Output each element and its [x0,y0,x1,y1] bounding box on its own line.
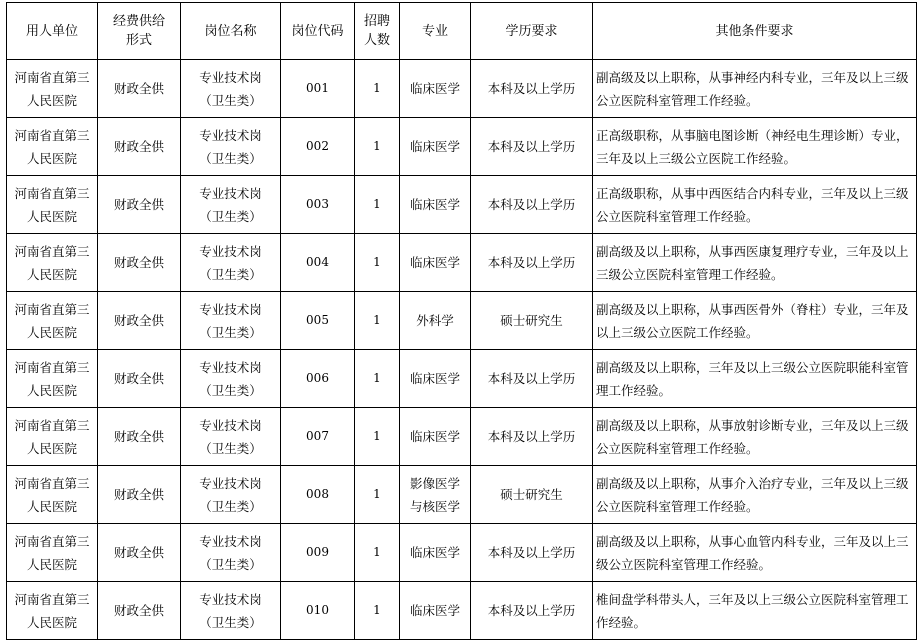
headcount-cell: 1 [355,176,400,234]
employer-line: 河南省直第三 [14,359,90,375]
employer-line: 河南省直第三 [14,417,90,433]
major-line: 临床医学 [409,429,460,444]
post-name-line: 专业技术岗 [199,591,262,607]
funding-cell: 财政全供 [98,350,181,408]
major-cell [400,582,471,640]
post-name-line: 专业技术岗 [199,417,262,433]
table-body [7,60,917,640]
funding-cell: 财政全供 [98,292,181,350]
headcount-cell: 1 [355,60,400,118]
major-cell [400,234,471,292]
funding-header-line: 经费供给 [112,14,165,29]
employer-line: 河南省直第三 [14,475,90,491]
post-name-line: （卫生类） [199,208,262,224]
employer-line: 人民医院 [26,556,77,572]
conditions-cell: 正高级职称，从事中西医结合内科专业，三年及以上三级公立医院科室管理工作经验。 [593,176,917,234]
major-cell [400,118,471,176]
post-name-line: 专业技术岗 [199,127,262,143]
conditions-cell: 副高级及以上职称，从事神经内科专业，三年及以上三级公立医院科室管理工作经验。 [593,60,917,118]
header-row [7,3,917,60]
post-name-line: （卫生类） [199,92,262,108]
funding-cell: 财政全供 [98,60,181,118]
major-cell [400,350,471,408]
post-name-line: （卫生类） [199,556,262,572]
post-code-cell: 004 [281,234,355,292]
conditions-cell: 副高级及以上职称，从事放射诊断专业，三年及以上三级公立医院科室管理工作经验。 [593,408,917,466]
conditions-cell: 椎间盘学科带头人，三年及以上三级公立医院科室管理工作经验。 [593,582,917,640]
education-cell: 本科及以上学历 [471,176,593,234]
employer-cell [7,524,98,582]
post-name-line: （卫生类） [199,498,262,514]
post-name-cell [181,118,281,176]
major-line: 外科学 [416,313,454,328]
major-cell [400,60,471,118]
major-cell [400,292,471,350]
recruitment-table [6,2,917,640]
table-row [7,582,917,640]
education-cell: 本科及以上学历 [471,582,593,640]
post-code-cell: 002 [281,118,355,176]
post-name-line: （卫生类） [199,382,262,398]
headcount-cell: 1 [355,408,400,466]
major-line: 临床医学 [409,545,460,560]
post-name-line: 专业技术岗 [199,69,262,85]
education-cell: 本科及以上学历 [471,60,593,118]
conditions-cell: 副高级及以上职称，从事西医康复理疗专业，三年及以上三级公立医院科室管理工作经验。 [593,234,917,292]
post-name-cell [181,234,281,292]
post-code-cell: 010 [281,582,355,640]
conditions-header-line: 其他条件要求 [715,23,794,39]
employer-line: 人民医院 [26,382,77,398]
major-header-line: 专业 [421,23,448,39]
employer-line: 人民医院 [26,324,77,340]
post-name-header [181,3,281,60]
funding-header [98,3,181,60]
post-name-line: 专业技术岗 [199,533,262,549]
major-cell [400,466,471,524]
major-line: 临床医学 [409,255,460,270]
post-code-cell: 001 [281,60,355,118]
employer-line: 河南省直第三 [14,127,90,143]
education-header [471,3,593,60]
post-name-header-line: 岗位名称 [204,23,257,39]
table-row [7,292,917,350]
employer-line: 人民医院 [26,440,77,456]
post-name-cell [181,60,281,118]
funding-cell: 财政全供 [98,118,181,176]
major-line: 临床医学 [409,371,460,386]
employer-header [7,3,98,60]
education-cell: 本科及以上学历 [471,118,593,176]
headcount-cell: 1 [355,350,400,408]
employer-line: 人民医院 [26,92,77,108]
employer-cell [7,176,98,234]
major-line: 临床医学 [409,603,460,618]
employer-cell [7,234,98,292]
conditions-header [593,3,917,60]
major-cell [400,408,471,466]
conditions-cell: 正高级职称，从事脑电图诊断（神经电生理诊断）专业，三年及以上三级公立医院工作经验。 [593,118,917,176]
table-row [7,408,917,466]
table-row [7,176,917,234]
major-line: 影像医学 [409,475,460,491]
conditions-cell: 副高级及以上职称，三年及以上三级公立医院职能科室管理工作经验。 [593,350,917,408]
table-row [7,350,917,408]
table-row [7,524,917,582]
headcount-cell: 1 [355,524,400,582]
table-row [7,466,917,524]
post-code-cell: 007 [281,408,355,466]
employer-line: 人民医院 [26,266,77,282]
employer-line: 河南省直第三 [14,243,90,259]
funding-header-line: 形式 [125,33,152,48]
employer-line: 河南省直第三 [14,185,90,201]
funding-cell: 财政全供 [98,176,181,234]
education-cell: 本科及以上学历 [471,350,593,408]
education-cell: 本科及以上学历 [471,524,593,582]
post-name-cell [181,466,281,524]
conditions-cell: 副高级及以上职称，从事心血管内科专业，三年及以上三级公立医院科室管理工作经验。 [593,524,917,582]
post-name-cell [181,582,281,640]
headcount-cell: 1 [355,118,400,176]
employer-cell [7,350,98,408]
headcount-cell: 1 [355,466,400,524]
employer-cell [7,118,98,176]
post-name-line: （卫生类） [199,266,262,282]
funding-cell: 财政全供 [98,234,181,292]
major-line: 临床医学 [409,81,460,96]
major-header [400,3,471,60]
headcount-header [355,3,400,60]
employer-cell [7,408,98,466]
post-name-line: （卫生类） [199,150,262,166]
education-cell: 本科及以上学历 [471,408,593,466]
education-header-line: 学历要求 [505,23,558,39]
employer-line: 人民医院 [26,614,77,630]
post-name-cell [181,408,281,466]
funding-cell: 财政全供 [98,524,181,582]
employer-line: 河南省直第三 [14,533,90,549]
major-line: 临床医学 [409,197,460,212]
table-row [7,118,917,176]
headcount-cell: 1 [355,582,400,640]
major-line: 与核医学 [409,498,460,514]
major-cell [400,524,471,582]
employer-header-line: 用人单位 [25,23,78,39]
employer-line: 人民医院 [26,208,77,224]
post-name-line: 专业技术岗 [199,243,262,259]
employer-cell [7,60,98,118]
employer-line: 人民医院 [26,150,77,166]
employer-line: 河南省直第三 [14,591,90,607]
conditions-cell: 副高级及以上职称，从事西医骨外（脊柱）专业，三年及以上三级公立医院工作经验。 [593,292,917,350]
employer-cell [7,582,98,640]
employer-cell [7,466,98,524]
post-name-line: （卫生类） [199,440,262,456]
employer-line: 河南省直第三 [14,69,90,85]
post-name-cell [181,350,281,408]
post-code-cell: 008 [281,466,355,524]
funding-cell: 财政全供 [98,582,181,640]
education-cell: 本科及以上学历 [471,234,593,292]
headcount-header-line: 人数 [363,33,390,48]
table-row [7,234,917,292]
post-code-cell: 006 [281,350,355,408]
post-name-cell [181,524,281,582]
post-code-cell: 005 [281,292,355,350]
table-row [7,60,917,118]
post-name-cell [181,292,281,350]
headcount-cell: 1 [355,292,400,350]
education-cell: 硕士研究生 [471,292,593,350]
post-name-line: （卫生类） [199,324,262,340]
post-code-header [281,3,355,60]
headcount-header-line: 招聘 [363,14,390,29]
funding-cell: 财政全供 [98,408,181,466]
employer-line: 人民医院 [26,498,77,514]
employer-cell [7,292,98,350]
education-cell: 硕士研究生 [471,466,593,524]
post-name-line: 专业技术岗 [199,185,262,201]
post-name-line: 专业技术岗 [199,359,262,375]
funding-cell: 财政全供 [98,466,181,524]
major-cell [400,176,471,234]
post-code-cell: 009 [281,524,355,582]
post-name-line: 专业技术岗 [199,301,262,317]
post-code-cell: 003 [281,176,355,234]
headcount-cell: 1 [355,234,400,292]
employer-line: 河南省直第三 [14,301,90,317]
post-name-line: （卫生类） [199,614,262,630]
conditions-cell: 副高级及以上职称，从事介入治疗专业，三年及以上三级公立医院科室管理工作经验。 [593,466,917,524]
post-name-cell [181,176,281,234]
major-line: 临床医学 [409,139,460,154]
post-code-header-line: 岗位代码 [291,23,344,39]
post-name-line: 专业技术岗 [199,475,262,491]
